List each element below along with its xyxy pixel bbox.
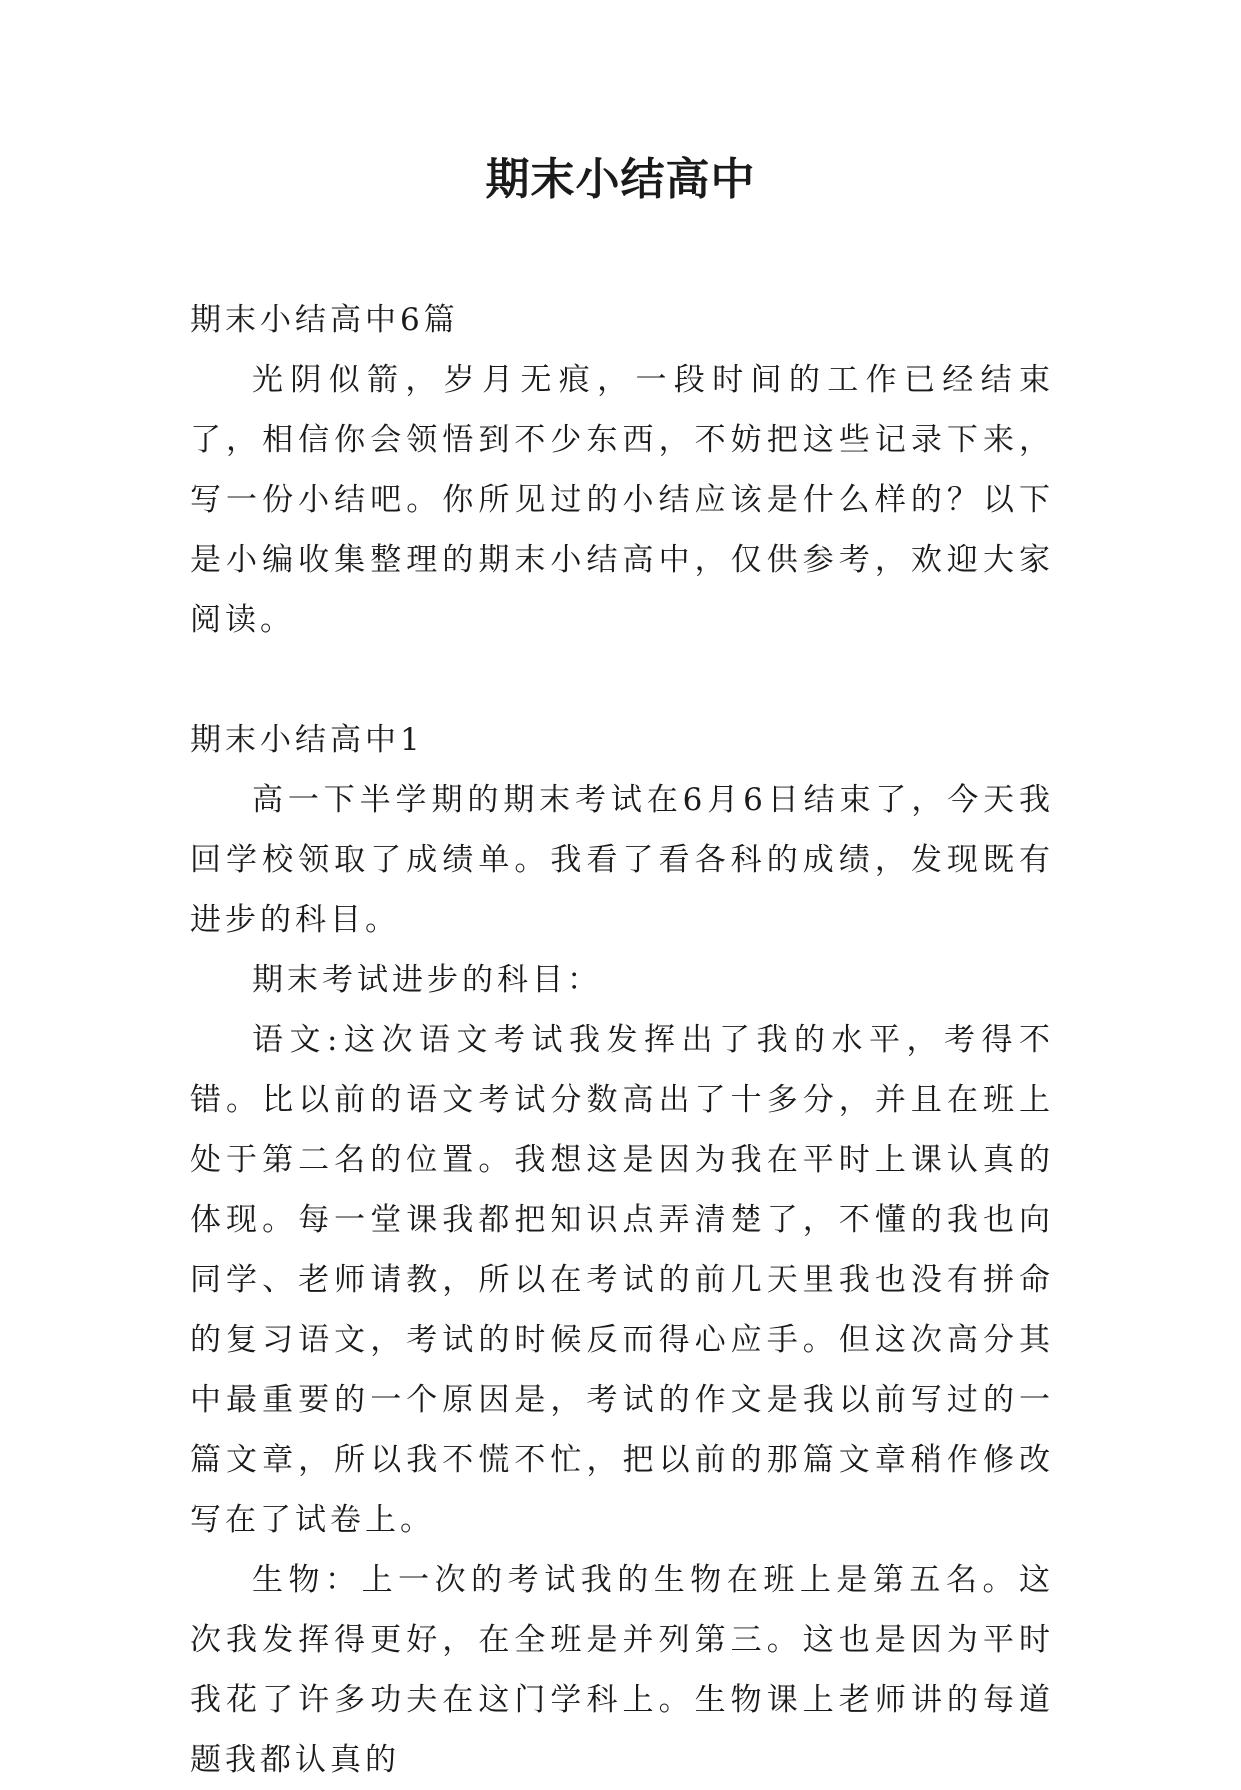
body-paragraph: 语文:这次语文考试我发挥出了我的水平，考得不错。比以前的语文考试分数高出了十多分，并且在班上处于第二名的位置。我想这是因为我在平时上课认真的体现。每一堂课我都把知识点弄清楚了，不懂的我也向同学、老师请教，所以在考试的前几天里我也没有拼命的复习语文，考试的时候反而得心应手。但这次高分其中最重要的一个原因是，考试的作文是我以前写过的一篇文章，所以我不慌不忙，把以前的那篇文章稍作修改写在了试卷上。 [190, 1022, 1054, 1538]
intro-paragraph: 光阴似箭，岁月无痕，一段时间的工作已经结束了，相信你会领悟到不少东西，不妨把这些记录下来，写一份小结吧。你所见过的小结应该是什么样的？以下是小编收集整理的期末小结高中，仅供参考，欢迎大家阅读。 [190, 362, 1054, 638]
body-paragraph: 高一下半学期的期末考试在6月6日结束了，今天我回学校领取了成绩单。我看了看各科的成绩，发现既有进步的科目。 [190, 782, 1054, 938]
collection-heading: 期末小结高中6篇 [190, 302, 459, 338]
section-heading: 期末小结高中1 [190, 722, 424, 758]
body-paragraph: 生物：上一次的考试我的生物在班上是第五名。这次我发挥得更好，在全班是并列第三。这也是因为平时我花了许多功夫在这门学科上。生物课上老师讲的每道题我都认真的 [190, 1562, 1054, 1778]
body-paragraph: 期末考试进步的科目： [252, 962, 602, 998]
document-title: 期末小结高中 [485, 154, 756, 205]
section-spacer [190, 650, 1054, 710]
document-body [190, 290, 1054, 1790]
